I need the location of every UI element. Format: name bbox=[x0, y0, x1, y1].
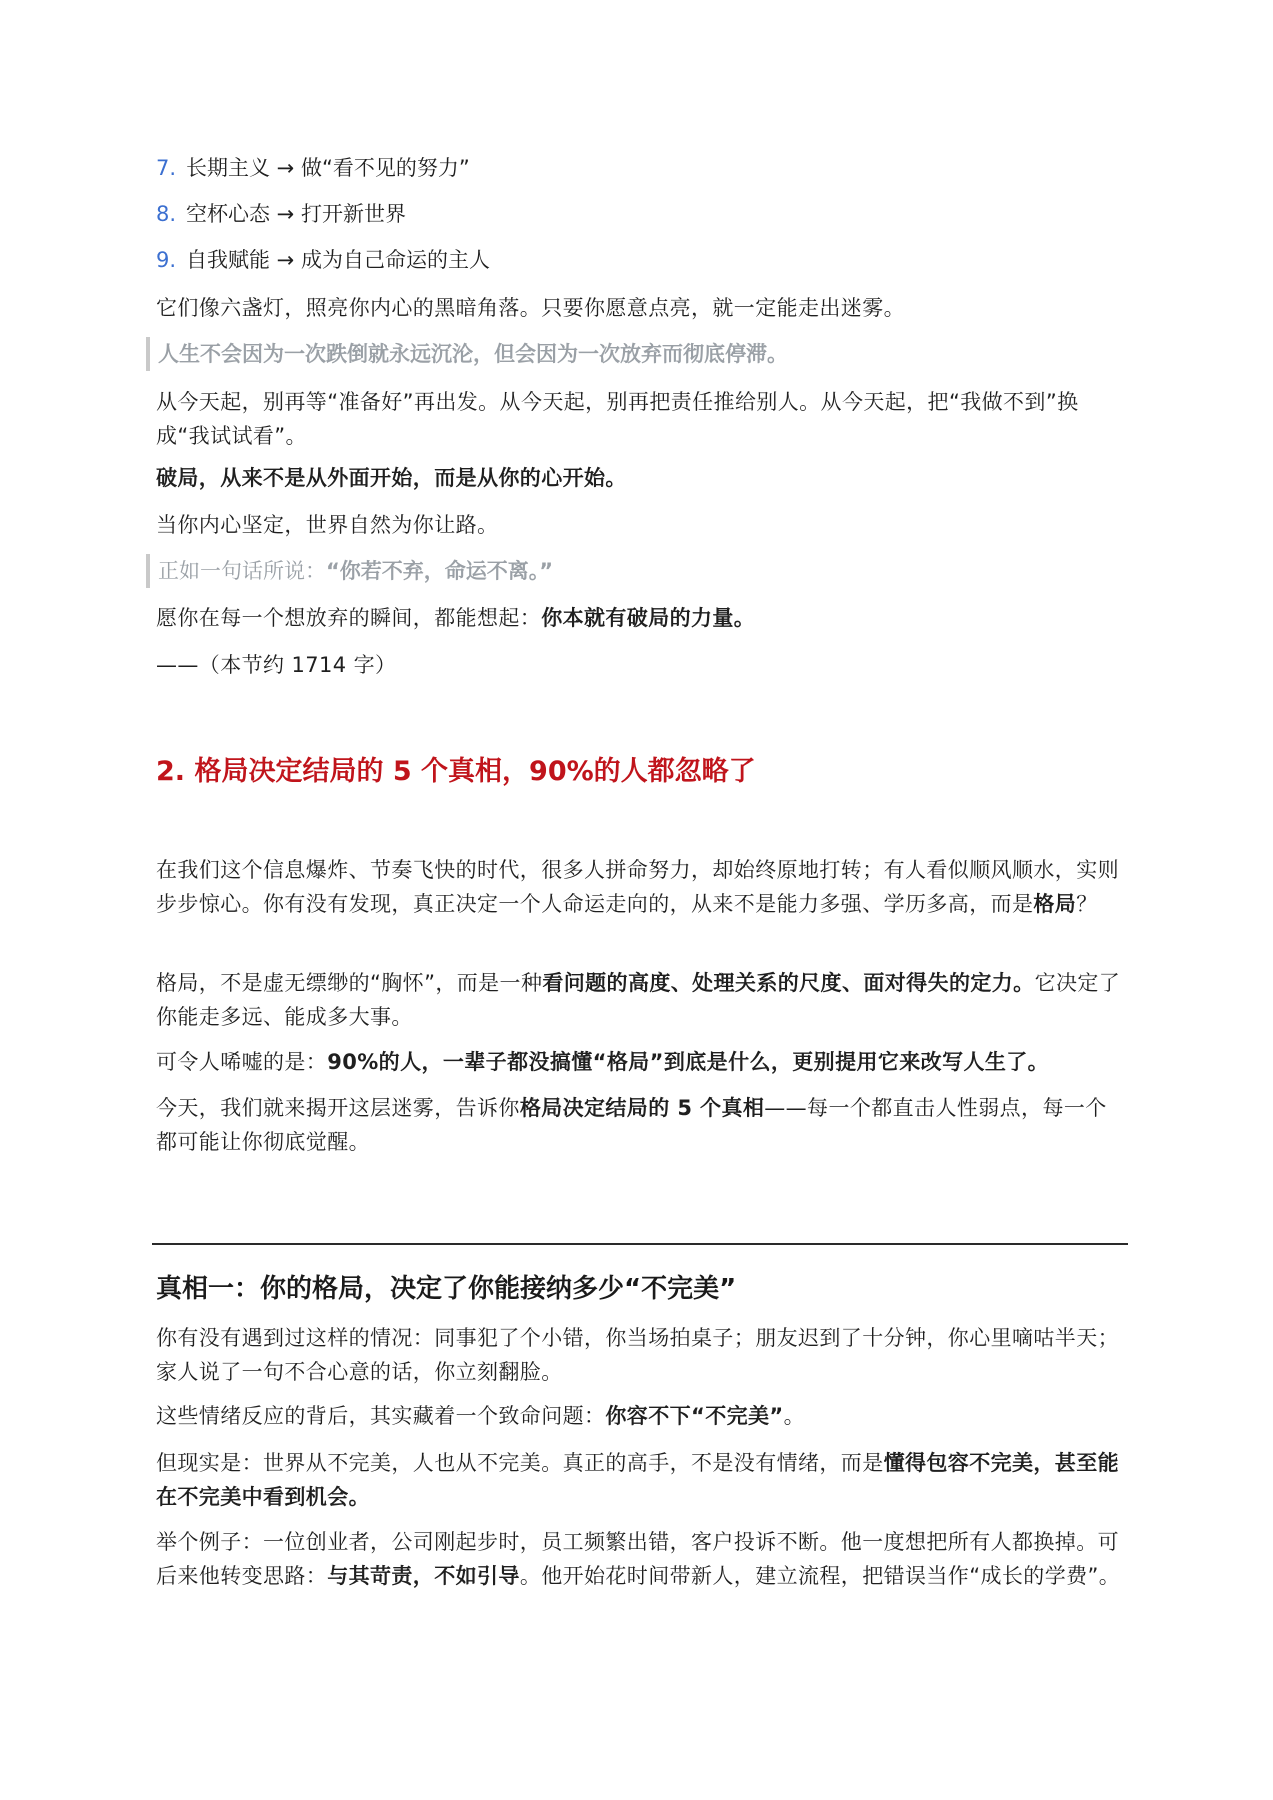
list-item bbox=[156, 197, 1126, 231]
numbered-list bbox=[156, 151, 1126, 277]
list-number: 7. bbox=[156, 156, 177, 180]
emphasis: 看问题的高度、处理关系的尺度、面对得失的定力。 bbox=[542, 971, 1035, 995]
list-item bbox=[156, 243, 1126, 277]
emphasis: 与其苛责，不如引导 bbox=[327, 1564, 520, 1588]
emphasis: 格局决定结局的 5 个真相 bbox=[519, 1096, 765, 1120]
section2-paragraph-3 bbox=[156, 1045, 1126, 1079]
text: ——每一个都直击人性弱点，每一个都可能让你彻底觉醒。 bbox=[156, 1096, 1107, 1154]
truth1-heading: 真相一：你的格局，决定了你能接纳多少“不完美” bbox=[156, 1274, 737, 1304]
wish-text: 愿你在每一个想放弃的瞬间，都能想起： bbox=[156, 606, 542, 630]
quote-emphasis: “你若不弃，命运不离。” bbox=[326, 559, 554, 583]
section2-paragraph-2 bbox=[156, 966, 1126, 1034]
text: 它决定了你能走多远、能成多大事。 bbox=[156, 971, 1121, 1029]
paragraph-wish bbox=[156, 601, 1126, 635]
text: 这些情绪反应的背后，其实藏着一个致命问题： bbox=[156, 1404, 606, 1428]
list-text: 空杯心态 → 打开新世界 bbox=[186, 202, 406, 226]
truth1-paragraph-1: 你有没有遇到过这样的情况：同事犯了个小错，你当场拍桌子；朋友迟到了十分钟，你心里嘀咕半天；家人说了一句不合心意的话，你立刻翻脸。 bbox=[156, 1326, 1119, 1384]
truth1-paragraph-3 bbox=[156, 1446, 1126, 1514]
paragraph-lamps: 它们像六盏灯，照亮你内心的黑暗角落。只要你愿意点亮，就一定能走出迷雾。 bbox=[156, 296, 905, 320]
emphasis: 你容不下“不完美” bbox=[605, 1404, 784, 1428]
paragraph-today: 从今天起，别再等“准备好”再出发。从今天起，别再把责任推给别人。从今天起，把“我做不到”换成“我试试看”。 bbox=[156, 390, 1079, 448]
section2-paragraph-4 bbox=[156, 1091, 1126, 1159]
text: ？ bbox=[1076, 892, 1098, 916]
list-item bbox=[156, 151, 1126, 185]
text: 。他开始花时间带新人，建立流程，把错误当作“成长的学费”。 bbox=[519, 1564, 1121, 1588]
text: 格局，不是虚无缥缈的“胸怀”，而是一种 bbox=[156, 971, 543, 995]
section2-paragraph-1 bbox=[156, 853, 1126, 921]
list-number: 9. bbox=[156, 248, 177, 272]
blockquote: 人生不会因为一次跌倒就永远沉沦，但会因为一次放弃而彻底停滞。 bbox=[146, 337, 1126, 371]
emphasis: 90%的人，一辈子都没搞懂“格局”到底是什么，更别提用它来改写人生了。 bbox=[327, 1050, 1050, 1074]
blockquote bbox=[146, 554, 1126, 588]
word-count-note: ——（本节约 1714 字） bbox=[156, 653, 397, 677]
text: 但现实是：世界从不完美，人也从不完美。真正的高手，不是没有情绪，而是 bbox=[156, 1451, 884, 1475]
list-number: 8. bbox=[156, 202, 177, 226]
paragraph-firm: 当你内心坚定，世界自然为你让路。 bbox=[156, 513, 499, 537]
text: 今天，我们就来揭开这层迷雾，告诉你 bbox=[156, 1096, 520, 1120]
paragraph-break: 破局，从来不是从外面开始，而是从你的心开始。 bbox=[156, 466, 627, 490]
horizontal-divider bbox=[152, 1243, 1128, 1245]
quote-text: 正如一句话所说： bbox=[158, 559, 326, 583]
emphasis: 懂得包容不完美，甚至能在不完美中看到机会。 bbox=[156, 1451, 1120, 1509]
list-text: 自我赋能 → 成为自己命运的主人 bbox=[186, 248, 490, 272]
section-heading: 2. 格局决定结局的 5 个真相，90%的人都忽略了 bbox=[156, 756, 756, 787]
text: 举个例子：一位创业者，公司刚起步时，员工频繁出错，客户投诉不断。他一度想把所有人都换掉。可后来他转变思路： bbox=[156, 1530, 1119, 1588]
truth1-paragraph-4 bbox=[156, 1525, 1126, 1593]
list-text: 长期主义 → 做“看不见的努力” bbox=[186, 156, 470, 180]
text: 可令人唏嘘的是： bbox=[156, 1050, 328, 1074]
text: 在我们这个信息爆炸、节奏飞快的时代，很多人拼命努力，却始终原地打转；有人看似顺风顺水，实则步步惊心。你有没有发现，真正决定一个人命运走向的，从来不是能力多强、学历多高，而是 bbox=[156, 858, 1119, 916]
truth1-paragraph-2 bbox=[156, 1399, 1126, 1433]
wish-emphasis: 你本就有破局的力量。 bbox=[541, 606, 756, 630]
text: 。 bbox=[783, 1404, 806, 1428]
emphasis: 格局 bbox=[1033, 892, 1077, 916]
